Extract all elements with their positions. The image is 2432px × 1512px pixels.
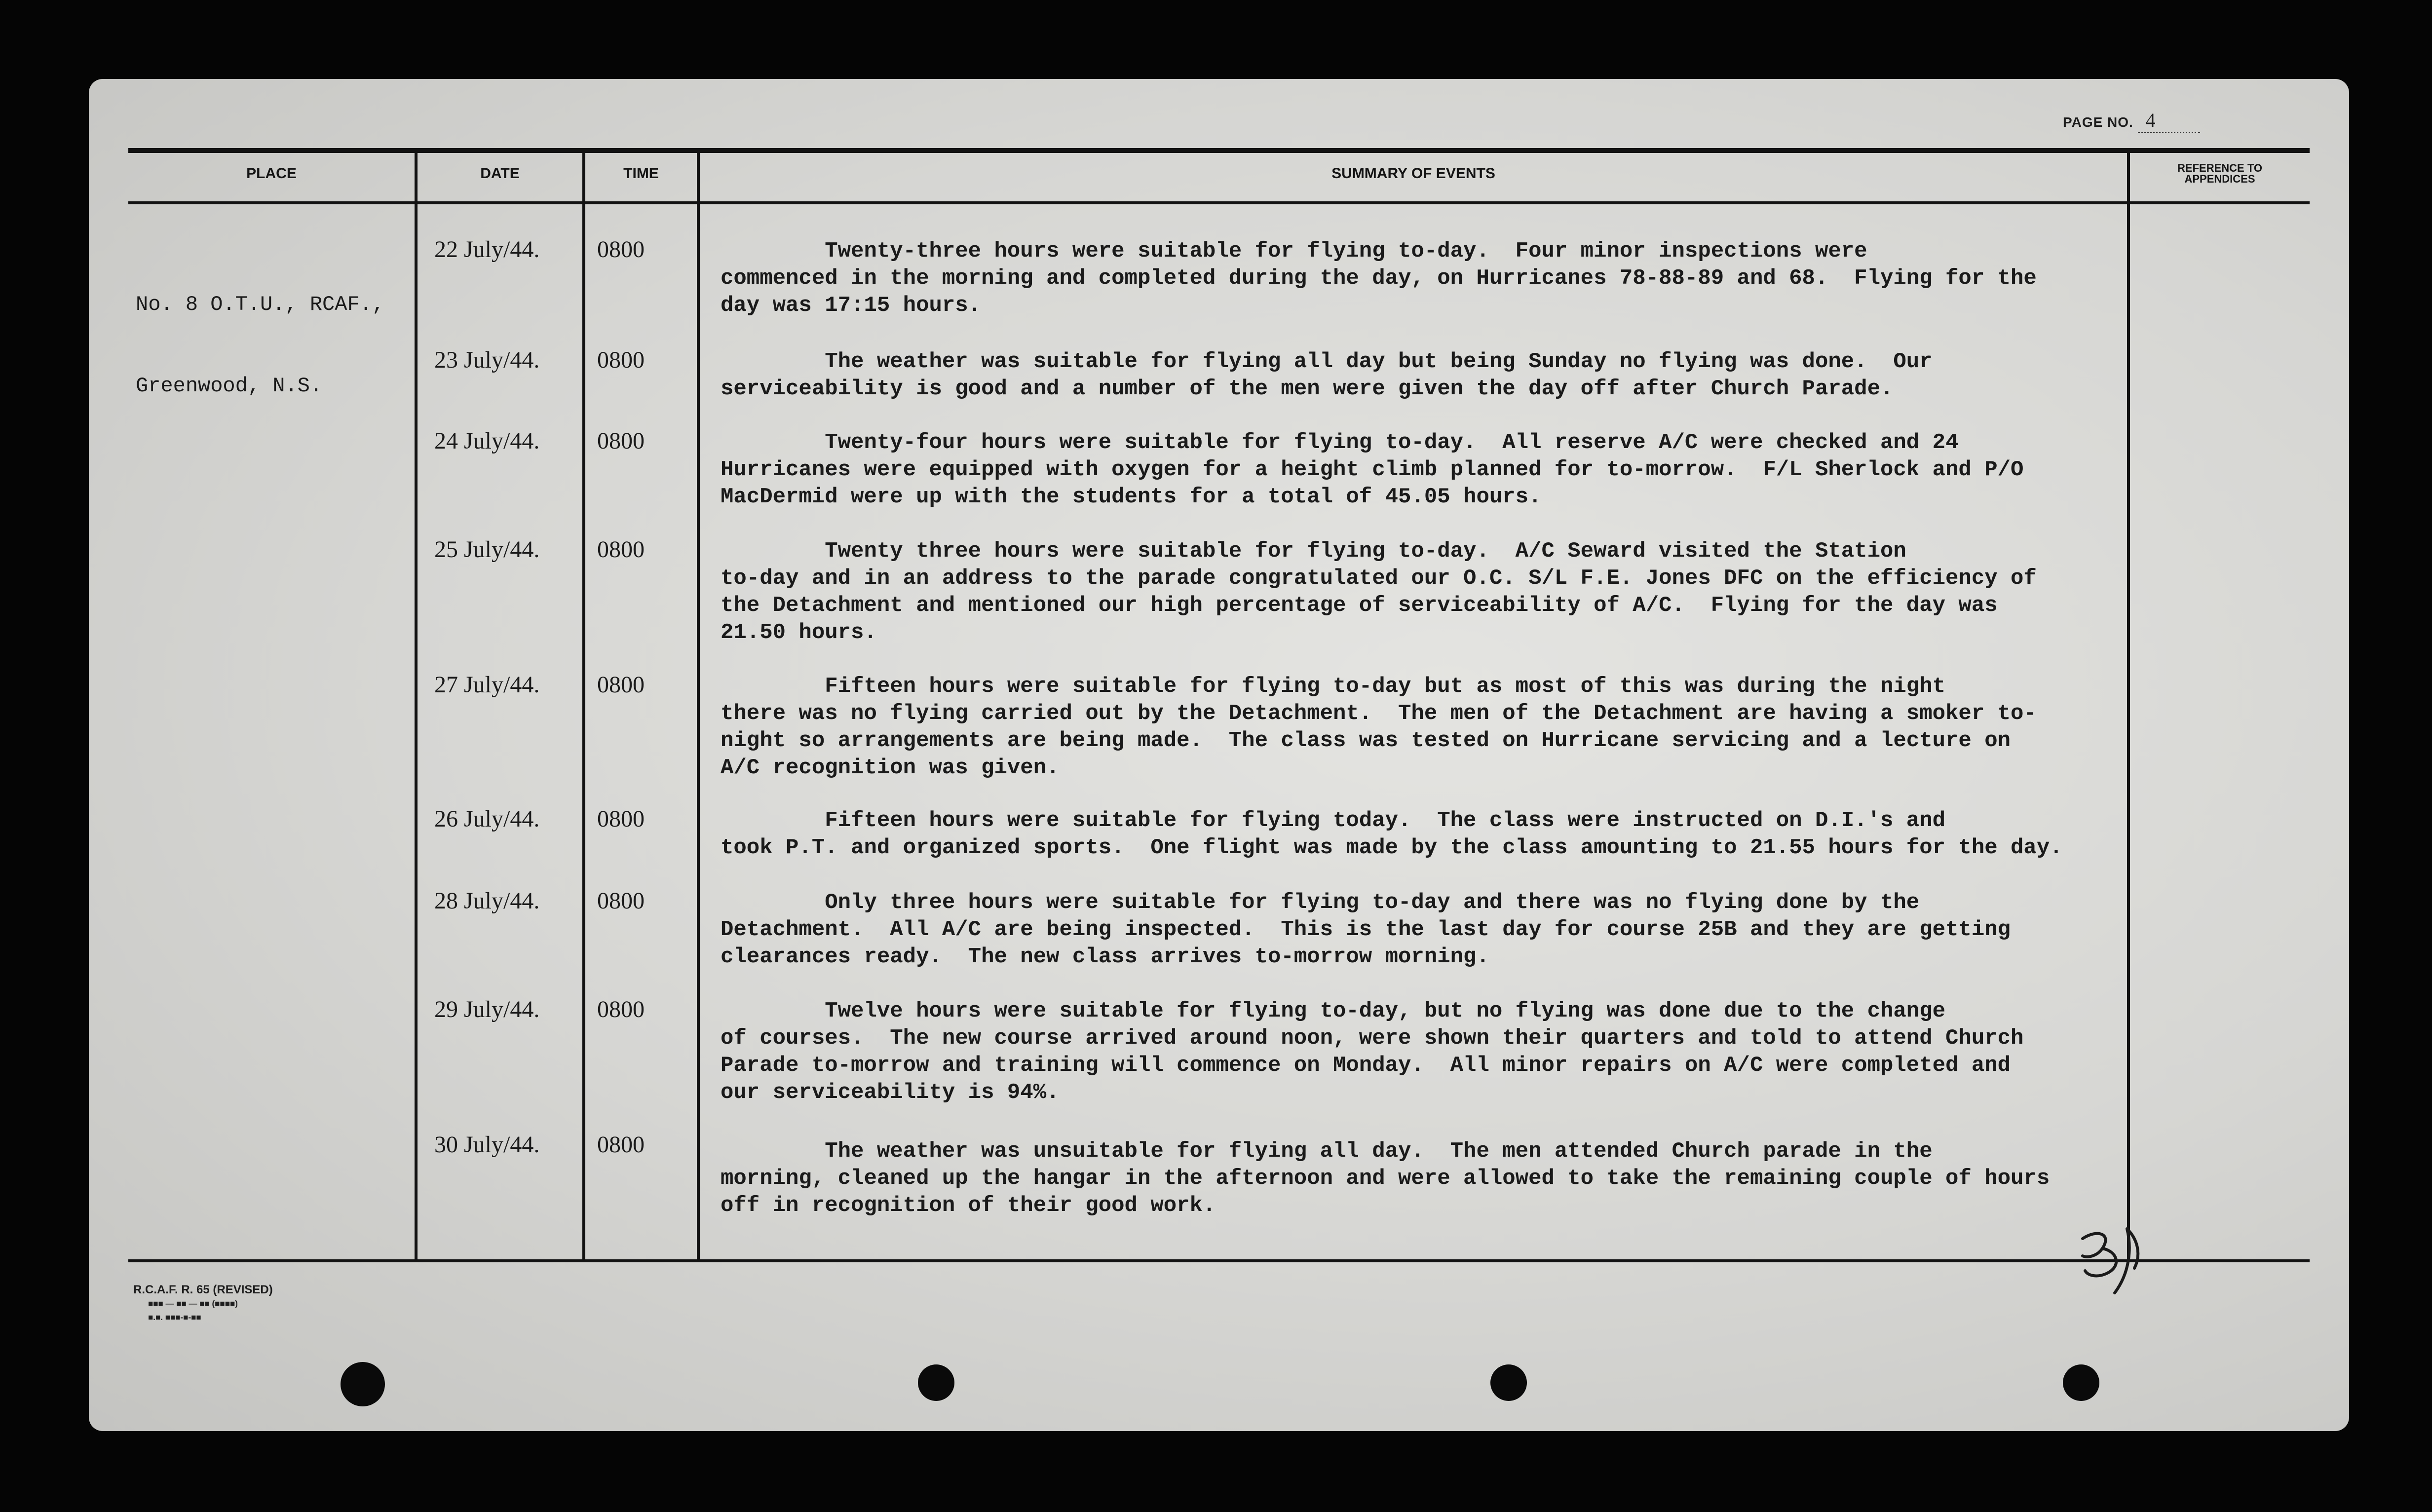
handwritten-signature (2068, 1219, 2152, 1298)
page-number-label: PAGE NO. (2063, 114, 2133, 130)
entry-line: of courses. The new course arrived around noon, were shown their quarters and told to attend Church (721, 1026, 2024, 1051)
punch-hole (918, 1364, 954, 1401)
entry-date: 23 July/44. (434, 347, 540, 373)
form-footer (133, 1283, 273, 1324)
entry-date: 22 July/44. (434, 236, 540, 263)
date-time-divider (582, 148, 585, 1261)
place-date-divider (415, 148, 418, 1261)
header-place: PLACE (246, 165, 297, 182)
entry-line: the Detachment and mentioned our high percentage of serviceability of A/C. Flying for the day was (721, 593, 1998, 618)
entry-line: A/C recognition was given. (721, 756, 1060, 780)
entry-date: 25 July/44. (434, 536, 540, 563)
entry-text (721, 673, 2181, 782)
entry-text (721, 429, 2181, 511)
entry-line: The weather was unsuitable for flying all day. The men attended Church parade in the (721, 1139, 1933, 1164)
entry-date: 30 July/44. (434, 1132, 540, 1158)
header-bottom-rule (128, 201, 2310, 204)
bottom-rule (128, 1259, 2310, 1262)
entry-time: 0800 (597, 672, 645, 698)
entry-date: 26 July/44. (434, 806, 540, 832)
punch-hole (1490, 1364, 1527, 1401)
entry-line: Only three hours were suitable for flying to-day and there was no flying done by the (721, 890, 1920, 915)
header-reference-line2: APPENDICES (2184, 173, 2255, 185)
header-time: TIME (623, 165, 659, 182)
diary-page (89, 79, 2349, 1431)
entry-text (721, 998, 2181, 1106)
entry-line: Fifteen hours were suitable for flying to-day but as most of this was during the night (721, 674, 1946, 699)
punch-hole (2063, 1364, 2099, 1401)
place-cell (136, 237, 384, 454)
entry-date: 28 July/44. (434, 888, 540, 914)
entry-line: day was 17:15 hours. (721, 293, 982, 318)
entry-time: 0800 (597, 536, 645, 563)
entry-time: 0800 (597, 996, 645, 1022)
entry-time: 0800 (597, 236, 645, 263)
entry-text (721, 538, 2181, 646)
form-print-marks: ■■■ — ■■ — ■■ (■■■■) (148, 1299, 238, 1308)
entry-line: there was no flying carried out by the Detachment. The men of the Detachment are having a smoker to- (721, 701, 2037, 726)
entry-time: 0800 (597, 347, 645, 373)
entry-date: 24 July/44. (434, 428, 540, 454)
entry-text (721, 348, 2181, 403)
punch-hole (341, 1362, 385, 1406)
entry-line: took P.T. and organized sports. One flight was made by the class amounting to 21.55 hours for the day. (721, 835, 2063, 860)
header-reference (2130, 163, 2310, 185)
entry-line: Twenty-four hours were suitable for flying to-day. All reserve A/C were checked and 24 (721, 430, 1959, 455)
entry-text (721, 238, 2181, 319)
entry-line: night so arrangements are being made. The class was tested on Hurricane servicing and a lecture on (721, 728, 2011, 753)
form-print-marks: ■.■. ■■■-■-■■ (148, 1313, 201, 1322)
entry-line: our serviceability is 94%. (721, 1080, 1060, 1105)
header-date: DATE (480, 165, 520, 182)
entry-line: to-day and in an address to the parade congratulated our O.C. S/L F.E. Jones DFC on the efficiency of (721, 566, 2037, 591)
entry-time: 0800 (597, 888, 645, 914)
entry-text (721, 1138, 2181, 1219)
entry-line: clearances ready. The new class arrives to-morrow morning. (721, 945, 1489, 969)
header-summary: SUMMARY OF EVENTS (1331, 165, 1495, 182)
entry-line: 21.50 hours. (721, 620, 877, 645)
header-reference-line1: REFERENCE TO (2177, 162, 2262, 174)
time-summary-divider (697, 148, 700, 1261)
entry-text (721, 889, 2181, 971)
entry-line: Twelve hours were suitable for flying to-day, but no flying was done due to the change (721, 999, 1946, 1023)
entry-line: commenced in the morning and completed during the day, on Hurricanes 78-88-89 and 68. Flying for the (721, 266, 2037, 291)
entry-line: The weather was suitable for flying all day but being Sunday no flying was done. Our (721, 349, 1933, 374)
entry-line: MacDermid were up with the students for a total of 45.05 hours. (721, 485, 1542, 509)
entry-line: Fifteen hours were suitable for flying today. The class were instructed on D.I.'s and (721, 808, 1946, 833)
entry-line: off in recognition of their good work. (721, 1193, 1216, 1218)
entry-line: morning, cleaned up the hangar in the afternoon and were allowed to take the remaining couple of hours (721, 1166, 2050, 1191)
page-number-value: 4 (2138, 109, 2200, 133)
form-number: R.C.A.F. R. 65 (REVISED) (133, 1283, 273, 1296)
place-line2: Greenwood, N.S. (136, 374, 323, 398)
entry-line: serviceability is good and a number of the men were given the day off after Church Parade. (721, 377, 1894, 401)
entry-line: Twenty three hours were suitable for flying to-day. A/C Seward visited the Station (721, 539, 1906, 564)
entry-date: 29 July/44. (434, 996, 540, 1022)
entry-time: 0800 (597, 1132, 645, 1158)
entry-time: 0800 (597, 806, 645, 832)
entry-text (721, 807, 2181, 862)
entry-line: Parade to-morrow and training will commence on Monday. All minor repairs on A/C were completed and (721, 1053, 2011, 1078)
place-line1: No. 8 O.T.U., RCAF., (136, 293, 385, 316)
entry-line: Twenty-three hours were suitable for flying to-day. Four minor inspections were (721, 239, 1867, 264)
entry-line: Detachment. All A/C are being inspected. This is the last day for course 25B and they are getting (721, 917, 2011, 942)
entry-time: 0800 (597, 428, 645, 454)
entry-date: 27 July/44. (434, 672, 540, 698)
entry-line: Hurricanes were equipped with oxygen for a height climb planned for to-morrow. F/L Sherlock and P/O (721, 457, 2024, 482)
top-rule (128, 148, 2310, 153)
page-number (2063, 109, 2200, 133)
